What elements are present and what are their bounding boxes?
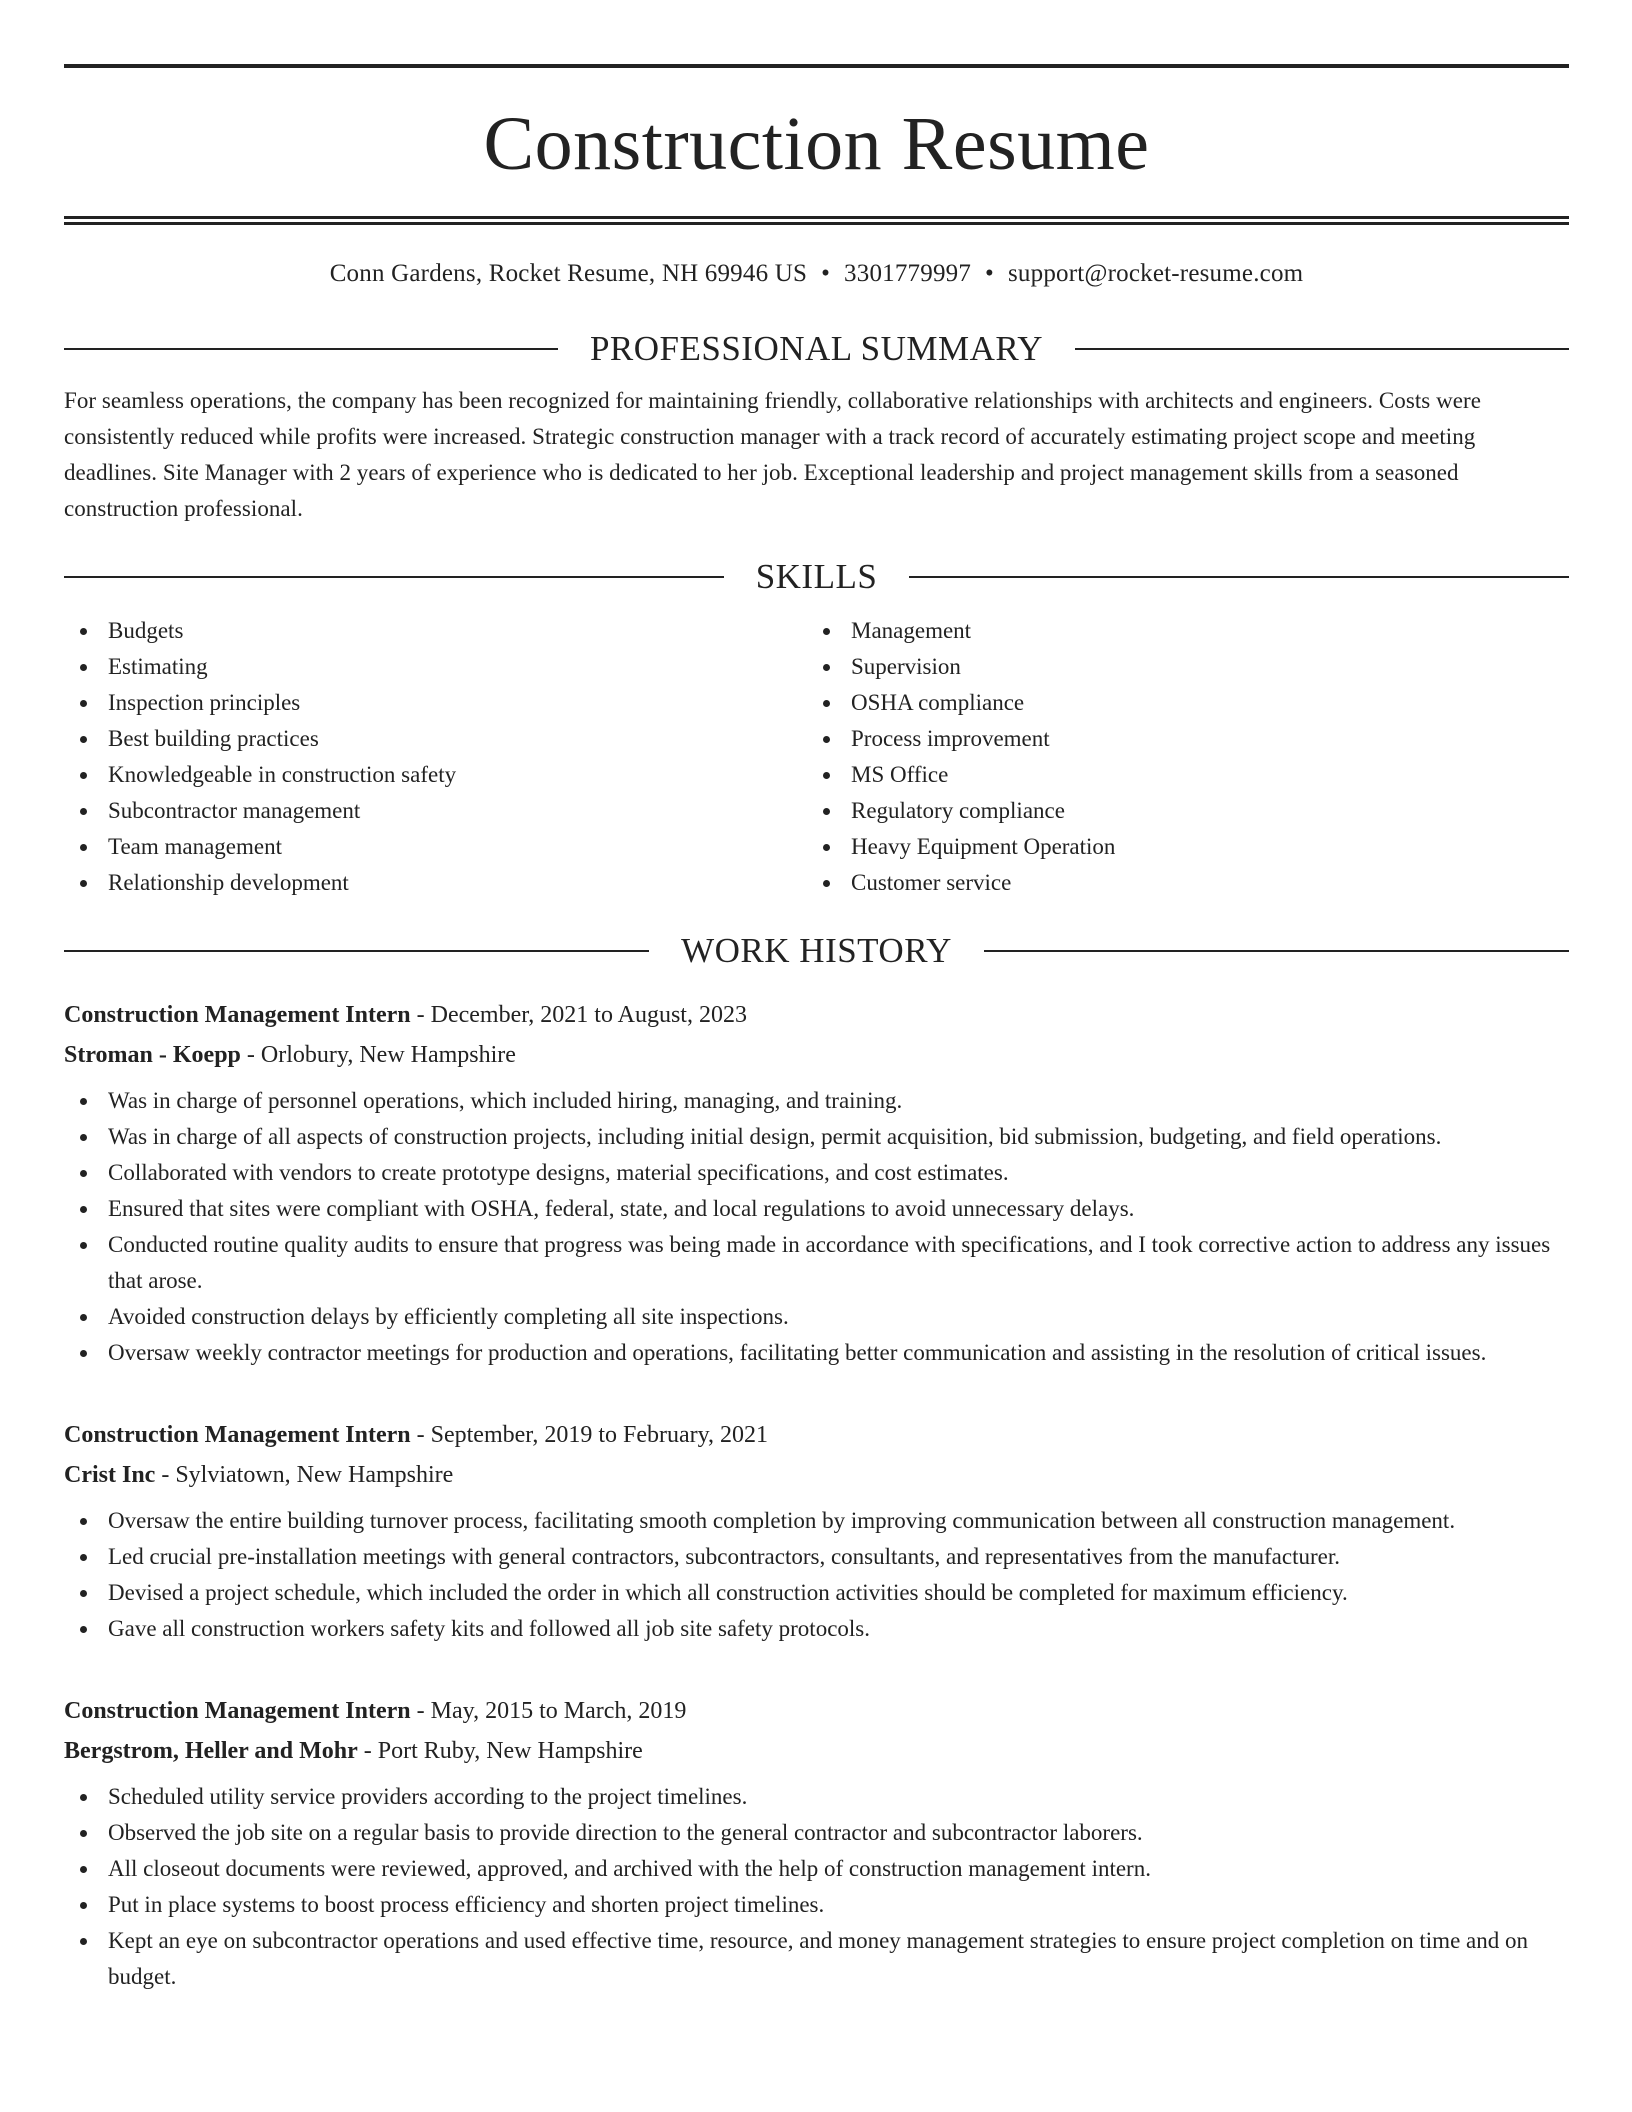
job-company: Bergstrom, Heller and Mohr bbox=[64, 1738, 358, 1764]
job-bullet: Devised a project schedule, which included the order in which all construction activities should be completed for maximum efficiency. bbox=[64, 1575, 1569, 1611]
job-bullet: Kept an eye on subcontractor operations and used effective time, resource, and money management strategies to ensure project completion on time and on budget. bbox=[64, 1923, 1569, 1995]
contact-phone: 3301779997 bbox=[844, 260, 972, 287]
job-title: Construction Management Intern bbox=[64, 1422, 411, 1448]
job-bullet: Observed the job site on a regular basis to provide direction to the general contractor and subcontractor laborers. bbox=[64, 1815, 1569, 1851]
job-bullet: All closeout documents were reviewed, approved, and archived with the help of construction management intern. bbox=[64, 1851, 1569, 1887]
job-bullet: Put in place systems to boost process efficiency and shorten project timelines. bbox=[64, 1887, 1569, 1923]
job-title-line bbox=[64, 1691, 1569, 1731]
job-dash: - bbox=[410, 1698, 431, 1724]
job-location: Port Ruby, New Hampshire bbox=[377, 1738, 643, 1764]
skills-section-header bbox=[64, 557, 1569, 597]
skill-item: Estimating bbox=[64, 649, 807, 685]
contact-email: support@rocket-resume.com bbox=[1008, 260, 1304, 287]
contact-separator: • bbox=[985, 260, 994, 287]
section-rule bbox=[64, 576, 724, 578]
professional-summary-text: For seamless operations, the company has been recognized for maintaining friendly, collaborative relationships with architects and engineers. Costs were consistently reduced while profits were increased. Strategic construction manager with a track record of accurately estimating project scope and meeting deadlines. Site Manager with 2 years of experience who is dedicated to her job. Exceptional leadership and project management skills from a seasoned construction professional. bbox=[64, 388, 1481, 521]
job-bullet: Collaborated with vendors to create prototype designs, material specifications, and cost estimates. bbox=[64, 1155, 1569, 1191]
job-title: Construction Management Intern bbox=[64, 1698, 411, 1724]
skill-item: Team management bbox=[64, 829, 807, 865]
job-title-line bbox=[64, 1415, 1569, 1455]
job-entry bbox=[64, 995, 1569, 1371]
skills-columns bbox=[64, 613, 1569, 901]
job-bullet: Gave all construction workers safety kits and followed all job site safety protocols. bbox=[64, 1611, 1569, 1647]
skill-item: OSHA compliance bbox=[807, 685, 1115, 721]
section-rule bbox=[984, 950, 1569, 952]
job-bullets bbox=[64, 1083, 1569, 1371]
job-company-line bbox=[64, 1035, 1569, 1075]
section-rule bbox=[1075, 348, 1569, 350]
job-dates: September, 2019 to February, 2021 bbox=[430, 1422, 769, 1448]
skill-item: Customer service bbox=[807, 865, 1115, 901]
job-title: Construction Management Intern bbox=[64, 1002, 411, 1028]
resume-title: Construction Resume bbox=[483, 102, 1150, 186]
job-bullets bbox=[64, 1503, 1569, 1647]
job-dash: - bbox=[240, 1042, 261, 1068]
job-dates: December, 2021 to August, 2023 bbox=[430, 1002, 747, 1028]
skill-item: Subcontractor management bbox=[64, 793, 807, 829]
job-entry bbox=[64, 1415, 1569, 1647]
job-entry bbox=[64, 1691, 1569, 1995]
job-title-line bbox=[64, 995, 1569, 1035]
job-bullet: Avoided construction delays by efficiently completing all site inspections. bbox=[64, 1299, 1569, 1335]
job-bullet: Was in charge of personnel operations, which included hiring, managing, and training. bbox=[64, 1083, 1569, 1119]
job-bullet: Led crucial pre-installation meetings with general contractors, subcontractors, consultants, and representatives from the manufacturer. bbox=[64, 1539, 1569, 1575]
section-rule bbox=[64, 348, 558, 350]
top-rule bbox=[64, 64, 1569, 68]
work-history-list bbox=[64, 995, 1569, 1995]
job-bullet: Oversaw the entire building turnover process, facilitating smooth completion by improving communication between all construction management. bbox=[64, 1503, 1569, 1539]
job-location: Orlobury, New Hampshire bbox=[260, 1042, 516, 1068]
skill-item: Regulatory compliance bbox=[807, 793, 1115, 829]
skill-item: Budgets bbox=[64, 613, 807, 649]
job-company: Crist Inc bbox=[64, 1462, 156, 1488]
job-location: Sylviatown, New Hampshire bbox=[175, 1462, 454, 1488]
job-dates: May, 2015 to March, 2019 bbox=[430, 1698, 687, 1724]
job-company-line bbox=[64, 1731, 1569, 1771]
job-company-line bbox=[64, 1455, 1569, 1495]
title-double-rule bbox=[64, 216, 1569, 225]
section-rule bbox=[64, 950, 649, 952]
job-dash: - bbox=[357, 1738, 378, 1764]
skill-item: MS Office bbox=[807, 757, 1115, 793]
skill-item: Heavy Equipment Operation bbox=[807, 829, 1115, 865]
contact-separator: • bbox=[821, 260, 831, 287]
skill-item: Knowledgeable in construction safety bbox=[64, 757, 807, 793]
contact-line bbox=[64, 259, 1569, 289]
job-bullet: Was in charge of all aspects of construction projects, including initial design, permit acquisition, bid submission, budgeting, and field operations. bbox=[64, 1119, 1569, 1155]
job-dash: - bbox=[410, 1422, 431, 1448]
job-bullet: Scheduled utility service providers according to the project timelines. bbox=[64, 1779, 1569, 1815]
work-section-header bbox=[64, 931, 1569, 971]
job-dash: - bbox=[410, 1002, 431, 1028]
skill-item: Relationship development bbox=[64, 865, 807, 901]
summary-section-header bbox=[64, 329, 1569, 369]
skill-item: Supervision bbox=[807, 649, 1115, 685]
section-rule bbox=[909, 576, 1569, 578]
job-company: Stroman - Koepp bbox=[64, 1042, 241, 1068]
skill-item: Management bbox=[807, 613, 1115, 649]
skills-section-title: SKILLS bbox=[755, 557, 878, 596]
job-bullet: Oversaw weekly contractor meetings for production and operations, facilitating better communication and assisting in the resolution of critical issues. bbox=[64, 1335, 1569, 1371]
skill-item: Inspection principles bbox=[64, 685, 807, 721]
skills-list-left bbox=[64, 613, 807, 901]
skills-list-right bbox=[807, 613, 1115, 901]
contact-address: Conn Gardens, Rocket Resume, NH 69946 US bbox=[329, 260, 808, 287]
summary-section-title: PROFESSIONAL SUMMARY bbox=[589, 329, 1044, 368]
skill-item: Best building practices bbox=[64, 721, 807, 757]
job-dash: - bbox=[155, 1462, 176, 1488]
skill-item: Process improvement bbox=[807, 721, 1115, 757]
job-bullet: Conducted routine quality audits to ensure that progress was being made in accordance with specifications, and I took corrective action to address any issues that arose. bbox=[64, 1227, 1569, 1299]
job-bullets bbox=[64, 1779, 1569, 1995]
job-bullet: Ensured that sites were compliant with OSHA, federal, state, and local regulations to avoid unnecessary delays. bbox=[64, 1191, 1569, 1227]
work-section-title: WORK HISTORY bbox=[681, 931, 952, 970]
